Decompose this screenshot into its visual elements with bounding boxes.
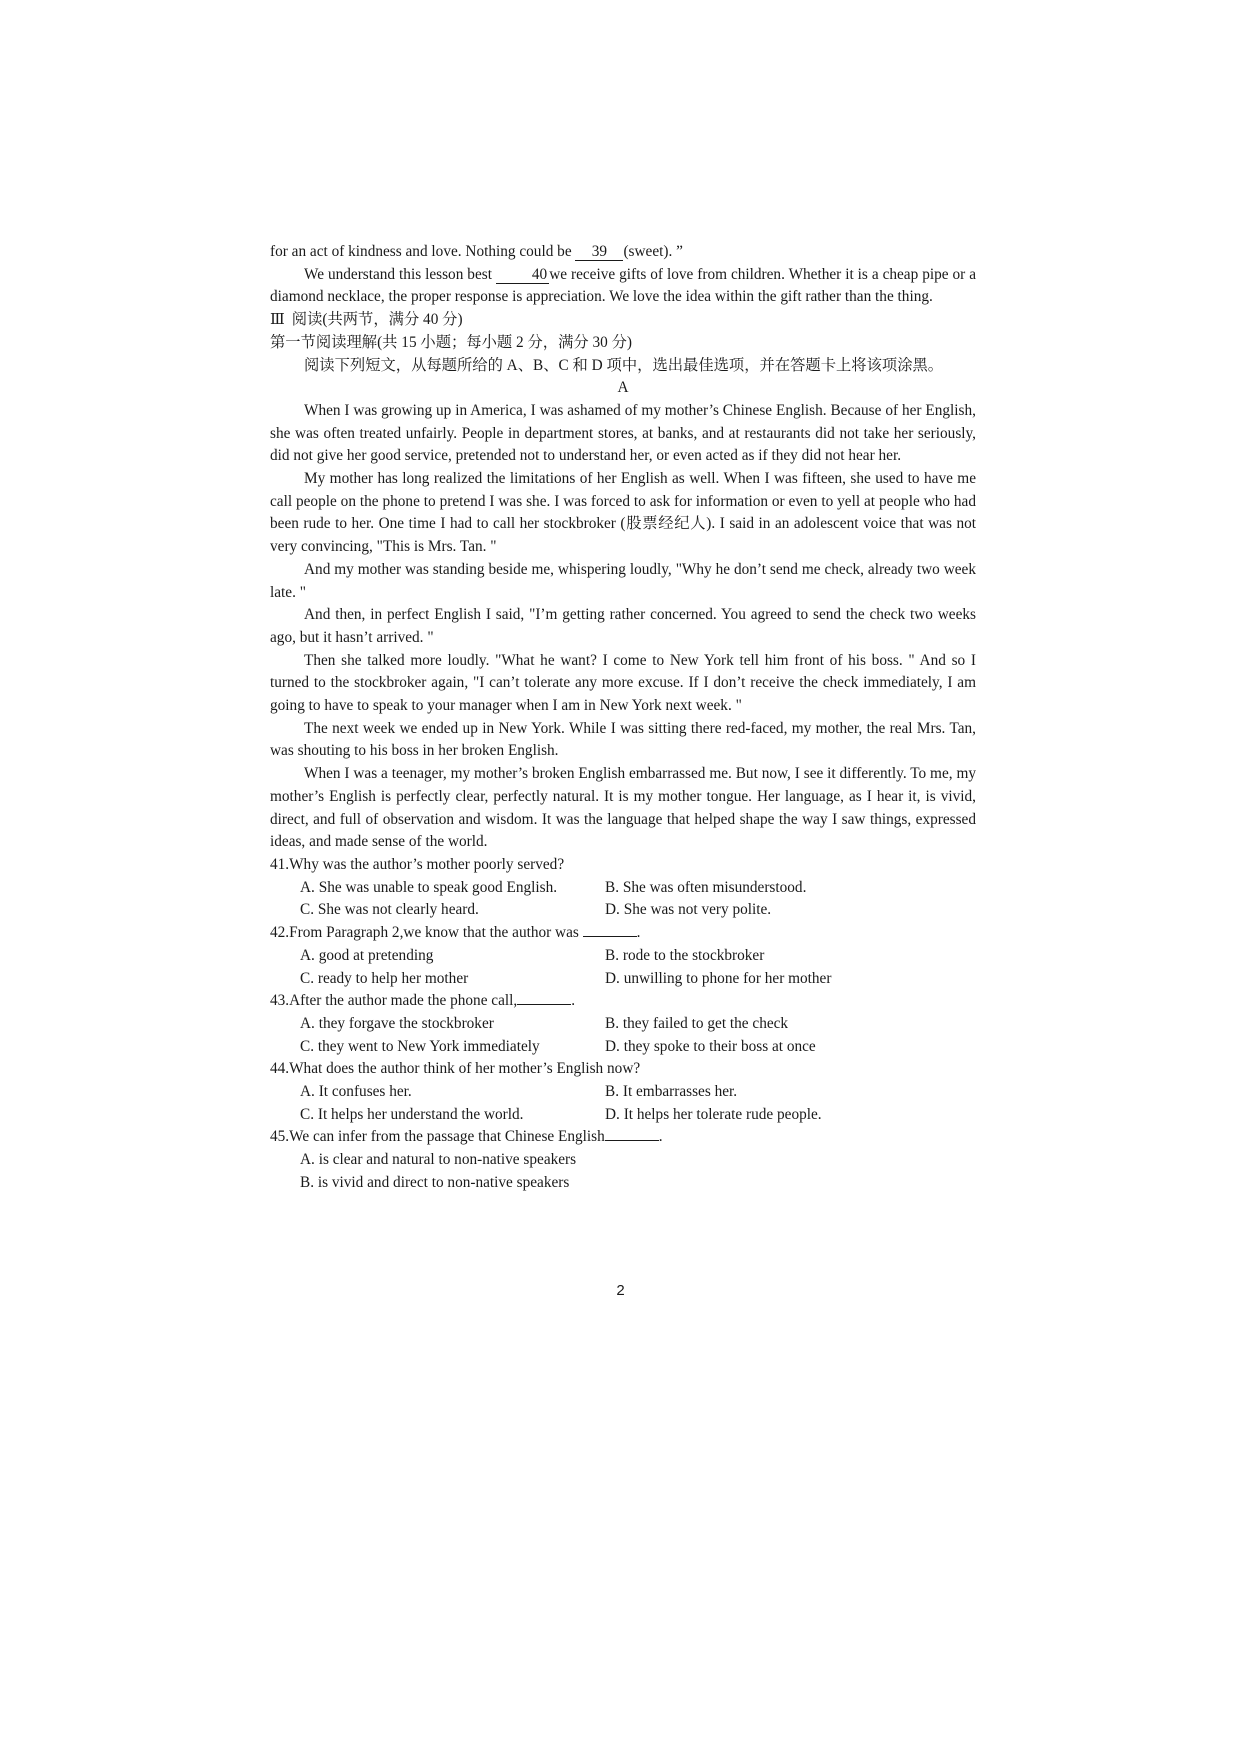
question-45 xyxy=(270,1126,976,1194)
passage-paragraph: My mother has long realized the limitations of her English as well. When I was fifteen, she used to have me call people on the phone to pretend I was she. I was forced to ask for information or even to yell at people who had been rude to her. One time I had to call her stockbroker (股票经纪人). I said in an adolescent voice that was not very convincing, "This is Mrs. Tan. " xyxy=(270,470,976,556)
cloze-text-after: (sweet). ” xyxy=(623,243,683,260)
passage-paragraph: And my mother was standing beside me, whispering loudly, "Why he don’t send me check, already two week late. " xyxy=(270,560,976,601)
section-instructions: 阅读下列短文，从每题所给的 A、B、C 和 D 项中，选出最佳选项，并在答题卡上将该项涂黑。 xyxy=(304,356,944,374)
question-stem xyxy=(270,922,976,945)
option-d: D. It helps her tolerate rude people. xyxy=(605,1105,822,1123)
passage-paragraph: And then, in perfect English I said, "I’m getting rather concerned. You agreed to send the check two weeks ago, but it hasn’t arrived. " xyxy=(270,606,976,646)
blank-39: 39 xyxy=(575,244,623,261)
answer-options xyxy=(270,1013,976,1058)
passage-paragraph: Then she talked more loudly. "What he want? I come to New York tell him front of his boss. " And so I turned to the stockbroker again, "I can’t tolerate any more excuse. If I don’t receive the check immediately, I am going to have to speak to your manager when I am in New York next week. " xyxy=(270,651,976,715)
option-b: B. rode to the stockbroker xyxy=(605,946,765,964)
option-a: A. It confuses her. xyxy=(300,1083,412,1101)
question-stem xyxy=(270,990,976,1013)
answer-options xyxy=(270,945,976,990)
passage-paragraph: When I was growing up in America, I was ashamed of my mother’s Chinese English. Because of her English, she was often treated unfairly. People in department stores, at banks, and at restaurants did not take her seriously, did not give her good service, pretended not to understand her, or even acted as if they did not hear her. xyxy=(270,401,976,465)
option-b: B. is vivid and direct to non-native speakers xyxy=(300,1173,570,1191)
question-stem-text: 45.We can infer from the passage that Chinese English xyxy=(270,1128,605,1146)
question-stem-text: 43.After the author made the phone call, xyxy=(270,992,518,1010)
option-d: D. She was not very polite. xyxy=(605,901,772,919)
question-stem xyxy=(270,1126,976,1149)
question-41 xyxy=(270,854,976,922)
part-one-heading: 第一节阅读理解(共 15 小题；每小题 2 分，满分 30 分) xyxy=(270,333,633,351)
option-b: B. they failed to get the check xyxy=(605,1014,789,1032)
answer-blank xyxy=(583,922,637,937)
option-a: A. good at pretending xyxy=(300,946,434,964)
exam-page-body xyxy=(270,241,976,1195)
section-heading xyxy=(270,309,976,332)
cloze-tail-line xyxy=(270,241,976,264)
option-d: D. unwilling to phone for her mother xyxy=(605,969,832,987)
option-a: A. She was unable to speak good English. xyxy=(300,878,558,896)
question-stem-end: . xyxy=(658,1128,663,1146)
question-stem-end: . xyxy=(636,924,641,942)
question-43 xyxy=(270,990,976,1058)
cloze-text-before: for an act of kindness and love. Nothing could be xyxy=(270,243,576,260)
question-stem: 41.Why was the author’s mother poorly served? xyxy=(270,855,565,873)
option-c: C. they went to New York immediately xyxy=(300,1037,540,1055)
option-a: A. they forgave the stockbroker xyxy=(300,1014,494,1032)
answer-options xyxy=(270,877,976,922)
question-list xyxy=(270,854,976,1195)
option-b: B. She was often misunderstood. xyxy=(605,878,807,896)
question-stem-text: 42.From Paragraph 2,we know that the author was xyxy=(270,924,583,942)
cloze-p2-after: we receive gifts of love from children. Whether it is a cheap pipe or a diamond necklace, the proper response is appreciation. We love the idea within the gift rather than the thing. xyxy=(270,265,976,306)
question-stem: 44.What does the author think of her mother’s English now? xyxy=(270,1060,641,1078)
answer-options xyxy=(270,1081,976,1126)
option-c: C. ready to help her mother xyxy=(300,969,469,987)
section-title: 阅读(共两节，满分 40 分) xyxy=(291,311,463,329)
passage-label: A xyxy=(617,379,629,397)
option-b: B. It embarrasses her. xyxy=(605,1083,738,1101)
option-a: A. is clear and natural to non-native speakers xyxy=(300,1151,577,1169)
option-d: D. they spoke to their boss at once xyxy=(605,1037,816,1055)
option-c: C. She was not clearly heard. xyxy=(300,901,479,919)
answer-options xyxy=(270,1149,976,1194)
page-number: 2 xyxy=(616,1282,625,1299)
passage-text xyxy=(270,400,976,854)
passage-paragraph: When I was a teenager, my mother’s broken English embarrassed me. But now, I see it differently. To me, my mother’s English is perfectly clear, perfectly natural. It is my mother tongue. Her language, as I hear it, is vivid, direct, and full of observation and wisdom. It was the language that helped shape the way I saw things, expressed ideas, and made sense of the world. xyxy=(270,765,976,851)
section-roman-numeral: Ⅲ xyxy=(270,311,286,329)
question-44 xyxy=(270,1058,976,1126)
blank-40: 40 xyxy=(496,267,549,284)
answer-blank xyxy=(605,1126,659,1141)
answer-blank xyxy=(517,990,571,1005)
option-c: C. It helps her understand the world. xyxy=(300,1105,524,1123)
cloze-last-paragraph xyxy=(270,264,976,309)
passage-paragraph: The next week we ended up in New York. While I was sitting there red-faced, my mother, the real Mrs. Tan, was shouting to his boss in her broken English. xyxy=(270,719,976,760)
question-42 xyxy=(270,922,976,990)
question-stem-end: . xyxy=(571,992,576,1010)
cloze-p2-before: We understand this lesson best xyxy=(304,265,496,283)
